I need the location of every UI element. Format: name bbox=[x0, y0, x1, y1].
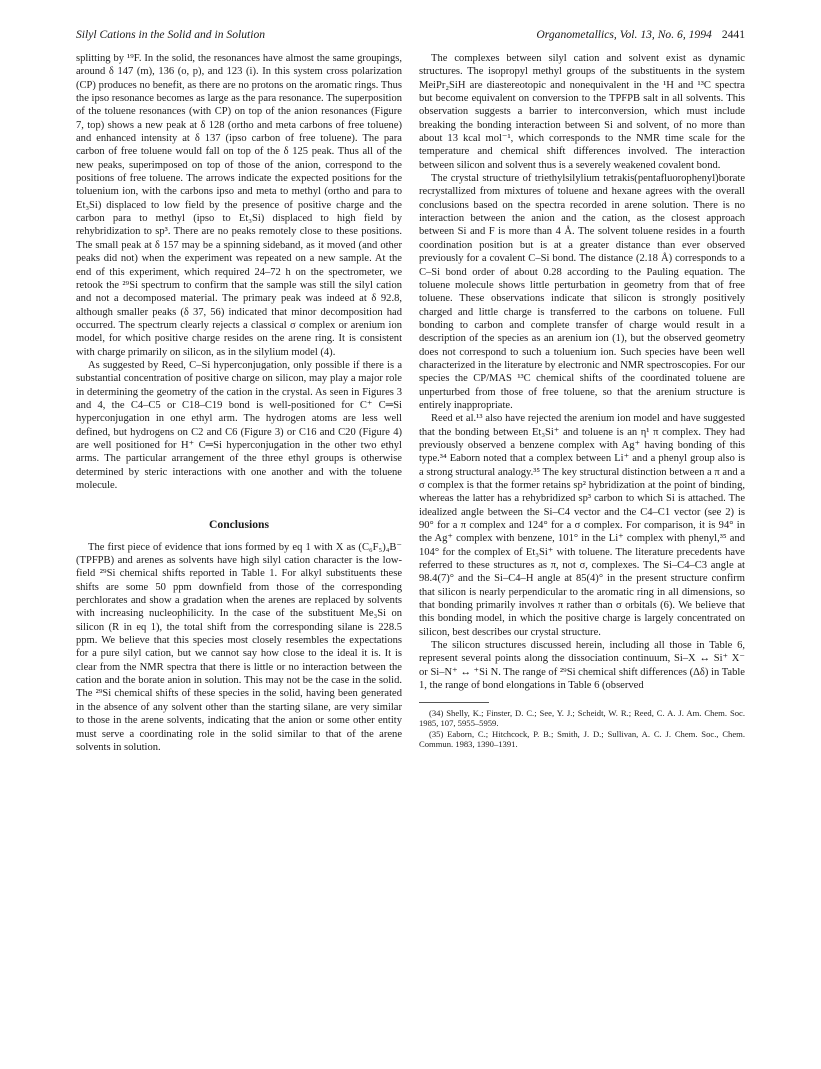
paragraph: The crystal structure of triethylsilylium tetrakis(pentafluorophenyl)borate recrystallized from mixtures of toluene and hexane agrees with the overall conclusions based on the spectra recorded in arene solution. There is no interaction between the anion and the cation, as the closest approach between Si and F is more than 4 Å. The solvent toluene resides in a fourth coordination position but is at a greater distance than ever observed previously for a covalent C–Si bond. The distance (2.18 Å) corresponds to a C–Si bond order of about 0.28 according to the Pauling equation. The toluene molecule shows little perturbation in geometry from that of free toluene. These observations indicate that silicon is strongly positively charged and little charge is transferred to the carbons on toluene. Full bonding to carbon and complete transfer of charge would result in a description of the species as an arenium ion (1), but the observed geometry does not correspond to such a toluenium ion. Such species have been well characterized in the literature by electronic and NMR spectroscopies. For our species the CP/MAS ¹³C chemical shifts of the coordinated toluene are unperturbed from those of free toluene, so that the arenium structure is entirely inappropriate. bbox=[419, 173, 745, 411]
paragraph: splitting by ¹⁹F. In the solid, the resonances have almost the same groupings, around δ 147 (m), 136 (o, p), and 123 (i). In this system cross polarization (CP) produces no benefit, as there are no protons on the aromatic rings. Thus the ipso resonance becomes as large as the para resonance. The superposition of the toluene resonances (with CP) on top of the anion resonances (Figure 7, top) shows a new peak at δ 128 (ortho and meta carbons of free toluene) and enhanced intensity at δ 137 (ipso carbon of free toluene). The para carbon of free toluene would fall on top of the δ 125 peak. Thus all of the new peaks, superimposed on top of those of the anion, correspond to the positions of free toluene. The arrows indicate the expected positions for the toluenium ion, with the carbons ipso and meta to methyl (ortho and para to Et₃Si) displaced to low field by the presence of positive charge and the carbon para to methyl (ipso to Et₃Si) displaced to high field by rehybridization to sp³. There are no peaks remotely close to these positions. The small peak at δ 157 may be a spinning sideband, as it moved (and other peaks did not) when the experiment was repeated on a new sample. At the end of this experiment, which required 24–72 h on the spectrometer, we retook the ²⁹Si spectrum to confirm that the sample was still the silyl cation and not a decomposed material. The primary peak was indeed at δ 92.8, although smaller peaks (δ 37, 56) indicated that minor decomposition had occurred. The spectrum clearly rejects a classical σ complex or arenium ion model, for which positive charge resides on the arene ring. It is consistent with charge primarily on silicon, as in the silylium model (4). bbox=[76, 53, 402, 358]
journal-name: Organometallics, Vol. 13, No. 6, 1994 bbox=[536, 28, 712, 41]
footnote-34: (34) Shelly, K.; Finster, D. C.; See, Y. J.; Scheidt, W. R.; Reed, C. A. J. Am. Chem. Soc. 1985, 107, 5955–5959. bbox=[419, 707, 745, 729]
footnotes bbox=[419, 708, 745, 750]
page-number: 2441 bbox=[721, 28, 745, 41]
footnote-35: (35) Eaborn, C.; Hitchcock, P. B.; Smith, J. D.; Sullivan, A. C. J. Chem. Soc., Chem. Commun. 1983, 1390–1391. bbox=[419, 728, 745, 750]
running-title: Silyl Cations in the Solid and in Solution bbox=[76, 28, 266, 41]
paragraph: The first piece of evidence that ions formed by eq 1 with X as (C₆F₅)₄B⁻ (TPFPB) and arenes as solvents have high silyl cation character is the low-field ²⁹Si chemical shifts reported in Table 1. For alkyl substituents these shifts are some 50 ppm downfield from those of the corresponding perchlorates and show a gradation when the arenes are replaced by solvents with increasing nucleophilicity. In the case of the substituent Me₃Si on silicon (R in eq 1), the total shift from the corresponding silane is 228.5 ppm. We believe that this species most closely resembles the expectations for a pure silyl cation, but we cannot say how close to the ideal it is. It is clear from the NMR spectra that there is little or no interaction between the cation and the borate anion in solution. This may not be the case in the solid. The ²⁹Si chemical shifts of these species in the solid, having been generated in the absence of any solvent other than the starting silane, are very similar to those in the arene solvents, indicating that the anion or some other entity must serve a coordinating role in the solid similar to that of the arene solvents in solution. bbox=[76, 541, 402, 753]
section-heading-conclusions: Conclusions bbox=[209, 518, 269, 532]
right-column bbox=[419, 52, 745, 750]
paragraph: The silicon structures discussed herein, including all those in Table 6, represent several points along the dissociation continuum, Si–X ↔ Si⁺ X⁻ or Si–N⁺ ↔ ⁺Si N. The range of ²⁹Si chemical shift differences (Δδ) in Table 1, the range of bond elongations in Table 6 (observed bbox=[419, 640, 745, 692]
left-column bbox=[76, 52, 402, 754]
paragraph: As suggested by Reed, C–Si hyperconjugation, only possible if there is a substantial concentration of positive charge on silicon, may play a major role in determining the geometry of the cation in the crystal. As seen in Figures 3 and 4, the C4–C5 or C18–C19 bond is well-positioned for C⁺ C═Si hyperconjugation in one ethyl arm. The hydrogen atoms are less well defined, but hydrogens on C2 and C6 (Figure 3) or C16 and C20 (Figure 4) are well positioned for H⁺ C═Si hyperconjugation in the other two ethyl arms. The particular arrangement of the three ethyl groups is otherwise determined by steric interactions with one another and with the toluene molecule. bbox=[76, 359, 402, 491]
paragraph: The complexes between silyl cation and solvent exist as dynamic structures. The isopropyl methyl groups of the substituents in the system MeiPr₂SiH are diastereotopic and nonequivalent in the ¹H and ¹³C spectra but become equivalent on conversion to the TPFPB salt in all solvents. This observation suggests a barrier to interconversion, which must include breaking the bonding interaction between Si and solvent, of no more than about 13 kcal mol⁻¹, which corresponds to the NMR time scale for the temperature and chemical shift differences involved. The interaction between silicon and solvent thus is a severely weakened covalent bond. bbox=[419, 53, 745, 171]
paragraph: Reed et al.¹³ also have rejected the arenium ion model and have suggested that the bonding between Et₃Si⁺ and toluene is an η¹ π complex. They had previously observed a benzene complex with Ag⁺ having bonding of this type.³⁴ Eaborn noted that a complex between Li⁺ and a phenyl group also is a strong structural analogy.³⁵ The key structural distinction between a π and a σ complex is that the former retains sp² hybridization at the point of binding, whereas the latter has a rehybridized sp³ carbon to which Si is attached. The idealized angle between the Si–C4 vector and the C4–C1 vector (see 2) is 90° for a π complex and 124° for a σ complex. For comparison, it is 94° in the Ag⁺ complex with benzene, 101° in the Li⁺ complex with phenyl,³⁵ and 104° for the complex of Et₃Si⁺ with toluene. The literature precedents have referred to these structures as π, not σ, complexes. The Si–C4–C3 angle at 98.4(7)° and the Si–C4–H angle at 85(4)° in the present structure confirm that silicon is nearly perpendicular to the aromatic ring in all dimensions, so that bonding primarily involves π rather than σ orbitals (6). We believe that this bonding model, in which the positive charge is largely concentrated on silicon, best describes our crystal structure. bbox=[419, 413, 745, 638]
running-header bbox=[76, 28, 745, 46]
journal-citation bbox=[536, 28, 745, 41]
